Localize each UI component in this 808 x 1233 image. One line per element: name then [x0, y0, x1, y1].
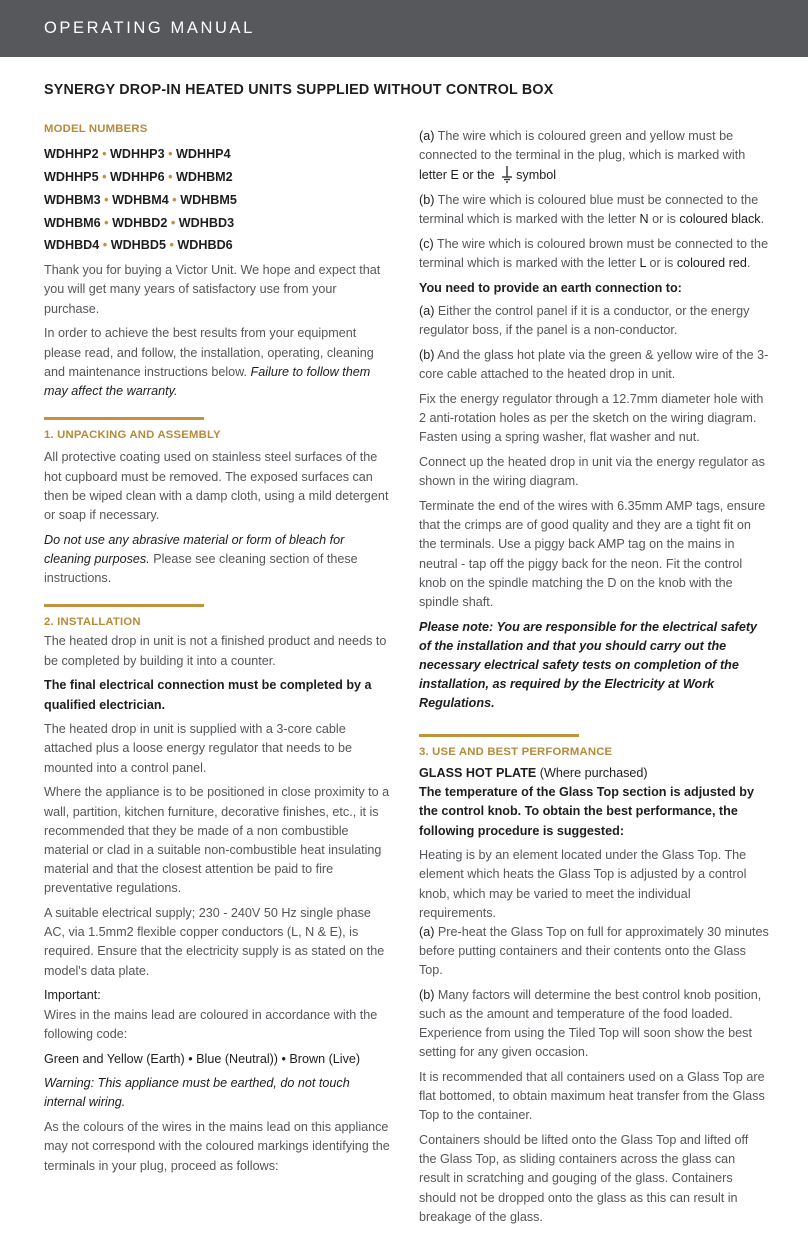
body-paragraph: Where the appliance is to be positioned in close proximity to a wall, partition, kitchen furniture, decorative finishes, etc., it is recommended that they be made of a non combustible material or clad in a suitable non-combustible heat insulating material and that the closest attention be paid to fire preventative regulations.	[44, 785, 390, 896]
page-title: SYNERGY DROP-IN HEATED UNITS SUPPLIED WITHOUT CONTROL BOX	[44, 82, 554, 98]
bold-paragraph: The temperature of the Glass Top section is adjusted by the control knob. To obtain the best performance, the following procedure is suggested:	[419, 785, 754, 838]
warning-text: Warning: This appliance must be earthed, do not touch internal wiring.	[44, 1076, 350, 1110]
separator-dot: •	[168, 170, 173, 184]
separator-dot: •	[169, 238, 174, 253]
left-column	[44, 120, 390, 1181]
section-divider	[44, 417, 204, 420]
header-bar	[0, 0, 808, 57]
body-paragraph: Fix the energy regulator through a 12.7mm diameter hole with 2 anti-rotation holes as per the sketch on the wiring diagram. Fasten using a spring washer, flat washer and nut.	[419, 391, 764, 445]
body-paragraph: Wires in the mains lead are coloured in accordance with the following code:	[44, 1007, 378, 1041]
wiring-instruction-c: (c) The wire which is coloured brown must be connected to the terminal which is marked with the letter L or is coloured red.	[419, 237, 769, 271]
body-paragraph: Connect up the heated drop in unit via the energy regulator as shown in the wiring diagram.	[419, 455, 765, 489]
model-number: WDHHP2	[44, 147, 99, 162]
model-row	[44, 234, 390, 257]
model-numbers-heading: MODEL NUMBERS	[44, 123, 148, 135]
earth-instruction-b: (b) And the glass hot plate via the green & yellow wire of the 3-core cable attached to the heated drop in unit.	[419, 348, 769, 382]
bold-paragraph: The final electrical connection must be completed by a qualified electrician.	[44, 678, 372, 712]
wiring-instruction-a: (a) The wire which is coloured green and yellow must be connected to the terminal in the plug, which is marked with letter E or the symbol	[419, 129, 746, 183]
separator-dot: •	[172, 192, 177, 207]
section-divider	[44, 604, 204, 607]
intro-paragraph: In order to achieve the best results from your equipment please read, and follow, the installation, operating, cleaning and maintenance instructions below. Failure to follow them may affect the warranty.	[44, 326, 374, 398]
use-instruction-b: (b) Many factors will determine the best control knob position, such as the amount and temperature of the food loaded. Experience from using the Tiled Top will soon show the best setting for any given occasion.	[419, 987, 762, 1060]
glass-hot-plate-title: GLASS HOT PLATE (Where purchased)	[419, 765, 648, 780]
model-number: WDHBD5	[110, 238, 166, 253]
model-number: WDHBM4	[112, 192, 169, 207]
model-row	[44, 212, 390, 235]
model-number: WDHBD4	[44, 238, 100, 253]
model-number: WDHBM6	[44, 215, 101, 230]
body-paragraph: All protective coating used on stainless steel surfaces of the hot cupboard must be removed. The exposed surfaces can then be wiped clean with a damp cloth, using a mild detergent or soap if necessary.	[44, 450, 389, 522]
model-list	[44, 143, 390, 257]
body-paragraph: As the colours of the wires in the mains lead on this appliance may not correspond with the coloured markings identifying the terminals in your plug, proceed as follows:	[44, 1120, 390, 1173]
body-paragraph: The heated drop in unit is supplied with a 3-core cable attached plus a loose energy regulator that needs to be mounted into a control panel.	[44, 722, 353, 775]
model-row	[44, 143, 390, 166]
wire-colour-code: Green and Yellow (Earth) • Blue (Neutral)) • Brown (Live)	[44, 1051, 361, 1066]
separator-dot: •	[168, 147, 173, 162]
earth-connection-heading: You need to provide an earth connection to:	[419, 280, 682, 295]
body-paragraph: A suitable electrical supply; 230 - 240V 50 Hz single phase AC, via 1.5mm2 flexible copper conductors (L, N & E), is required. Ensure that the electricity supply is as stated on the model's data plate.	[44, 906, 385, 978]
separator-dot: •	[170, 215, 176, 230]
separator-dot: •	[102, 147, 107, 162]
separator-dot: •	[104, 192, 109, 207]
body-paragraph: Do not use any abrasive material or form of bleach for cleaning purposes. Please see cleaning section of these instructions.	[44, 532, 358, 586]
model-number: WDHHP6	[110, 170, 165, 184]
body-paragraph: Heating is by an element located under the Glass Top. The element which heats the Glass Top is adjusted by a control knob, which may be varied to meet the individual requirements.	[419, 848, 747, 920]
separator-dot: •	[104, 215, 109, 230]
header-title: OPERATING MANUAL	[44, 19, 255, 37]
model-number: WDHHP4	[176, 147, 231, 162]
safety-note: Please note: You are responsible for the electrical safety of the installation and that you should carry out the necessary electrical safety tests on completion of the installation, as required by the Electricity at Work Regulations.	[419, 619, 758, 711]
model-number: WDHBD2	[112, 215, 168, 230]
model-row	[44, 166, 390, 189]
model-number: WDHBM3	[44, 192, 101, 207]
model-number: WDHHP3	[110, 147, 165, 162]
right-column	[419, 127, 769, 1233]
model-number: WDHBD3	[178, 215, 235, 230]
model-row	[44, 189, 390, 212]
separator-dot: •	[102, 238, 108, 253]
earth-symbol-icon	[501, 165, 513, 183]
body-paragraph: Containers should be lifted onto the Glass Top and lifted off the Glass Top, as sliding containers across the glass can result in scratching and gouging of the glass. Containers should not be dropped onto the glass as this can result in breakage of the glass.	[419, 1133, 749, 1224]
body-paragraph: Terminate the end of the wires with 6.35mm AMP tags, ensure that the crimps are of good quality and they are a tight fit on the terminals. Use a piggy back AMP tag on the mains in neutral - tap off the piggy back for the neon. Fit the control knob on the spindle matching the D on the knob with the spindle shaft.	[419, 498, 766, 609]
use-instruction-a: (a) Pre-heat the Glass Top on full for approximately 30 minutes before putting containers and their contents onto the Glass Top.	[419, 925, 769, 978]
body-paragraph: It is recommended that all containers used on a Glass Top are flat bottomed, to obtain maximum heat transfer from the Glass Top to the container.	[419, 1069, 765, 1123]
separator-dot: •	[102, 170, 107, 184]
intro-paragraph: Thank you for buying a Victor Unit. We hope and expect that you will get many years of satisfactory use from your purchase.	[44, 263, 381, 316]
wiring-instruction-b: (b) The wire which is coloured blue must be connected to the terminal which is marked with the letter N or is coloured black.	[419, 193, 765, 227]
section-heading-use: 3. USE AND BEST PERFORMANCE	[419, 745, 613, 758]
model-number: WDHHP5	[44, 170, 99, 184]
important-label: Important:	[44, 988, 101, 1003]
model-number: WDHBM2	[176, 170, 233, 184]
model-number: WDHBM5	[180, 192, 237, 207]
body-paragraph: The heated drop in unit is not a finished product and needs to be completed by building it into a counter.	[44, 634, 387, 668]
section-heading-installation: 2. INSTALLATION	[44, 616, 141, 629]
section-heading-unpacking: 1. UNPACKING AND ASSEMBLY	[44, 429, 221, 442]
earth-instruction-a: (a) Either the control panel if it is a conductor, or the energy regulator boss, if the panel is a non-conductor.	[419, 304, 750, 338]
section-divider	[419, 734, 579, 737]
model-number: WDHBD6	[177, 238, 233, 253]
